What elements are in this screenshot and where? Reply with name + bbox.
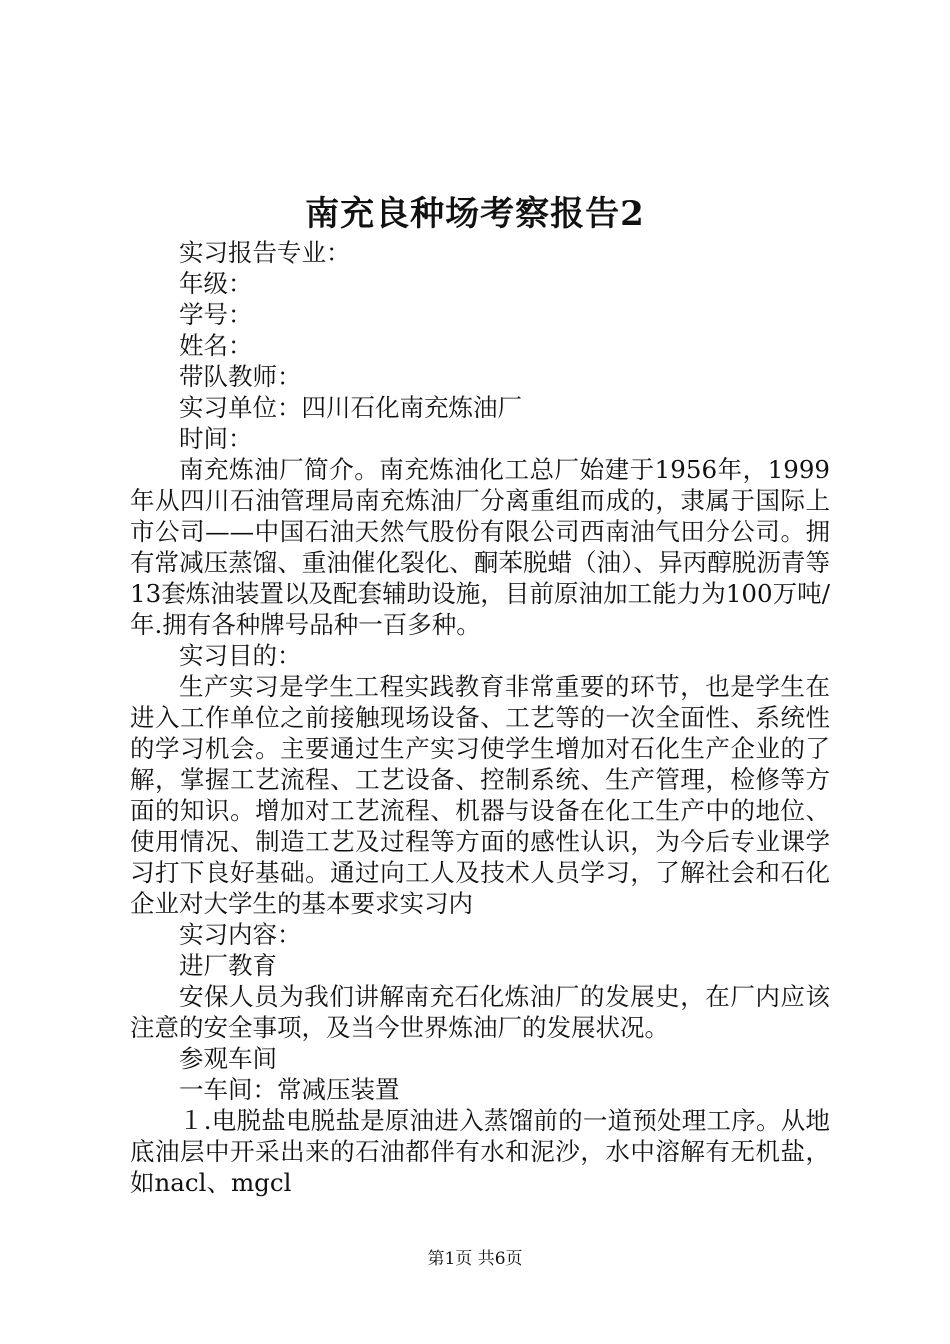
paragraph-unit: 实习单位：四川石化南充炼油厂 [179,393,522,422]
paragraph-student-id: 学号： [179,300,253,329]
paragraph-time: 时间： [179,424,253,453]
paragraph-workshop-one: 一车间：常减压装置 [179,1075,400,1104]
document-title: 南充良种场考察报告2 [305,194,645,234]
paragraph-teacher: 带队教师： [179,362,302,391]
paragraph-purpose: 生产实习是学生工程实践教育非常重要的环节，也是学生在进入工作单位之前接触现场设备、工艺等的一次全面性、系统性的学习机会。主要通过生产实习使学生增加对石化生产企业的了解，掌握工艺流程、工艺设备、控制系统、生产管理，检修等方面的知识。增加对工艺流程、机器与设备在化工生产中的地位、使用情况、制造工艺及过程等方面的感性认识，为今后专业课学习打下良好基础。通过向工人及技术人员学习，了解社会和石化企业对大学生的基本要求实习内 [130,672,830,918]
paragraph-purpose-heading: 实习目的： [179,641,302,670]
page-footer: 第1页 共6页 [427,1249,523,1269]
document-body [130,237,830,1198]
paragraph-entry-education: 进厂教育 [179,951,277,980]
paragraph-safety: 安保人员为我们讲解南充石化炼油厂的发展史，在厂内应该注意的安全事项，及当今世界炼油厂的发展状况。 [130,982,830,1042]
paragraph-visit-workshop: 参观车间 [179,1044,277,1073]
paragraph-name: 姓名： [179,331,253,360]
paragraph-content-heading: 实习内容： [179,920,302,949]
paragraph-desalting: １.电脱盐电脱盐是原油进入蒸馏前的一道预处理工序。从地底油层中开采出来的石油都伴有水和泥沙，水中溶解有无机盐，如nacl、mgcl [130,1106,830,1197]
paragraph-major: 实习报告专业： [179,238,351,267]
paragraph-grade: 年级： [179,269,253,298]
paragraph-intro: 南充炼油厂简介。南充炼油化工总厂始建于1956年，1999年从四川石油管理局南充炼油厂分离重组而成的，隶属于国际上市公司——中国石油天然气股份有限公司西南油气田分公司。拥有常减压蒸馏、重油催化裂化、酮苯脱蜡（油）、异丙醇脱沥青等13套炼油装置以及配套辅助设施，目前原油加工能力为100万吨/年.拥有各种牌号品种一百多种。 [130,455,830,639]
